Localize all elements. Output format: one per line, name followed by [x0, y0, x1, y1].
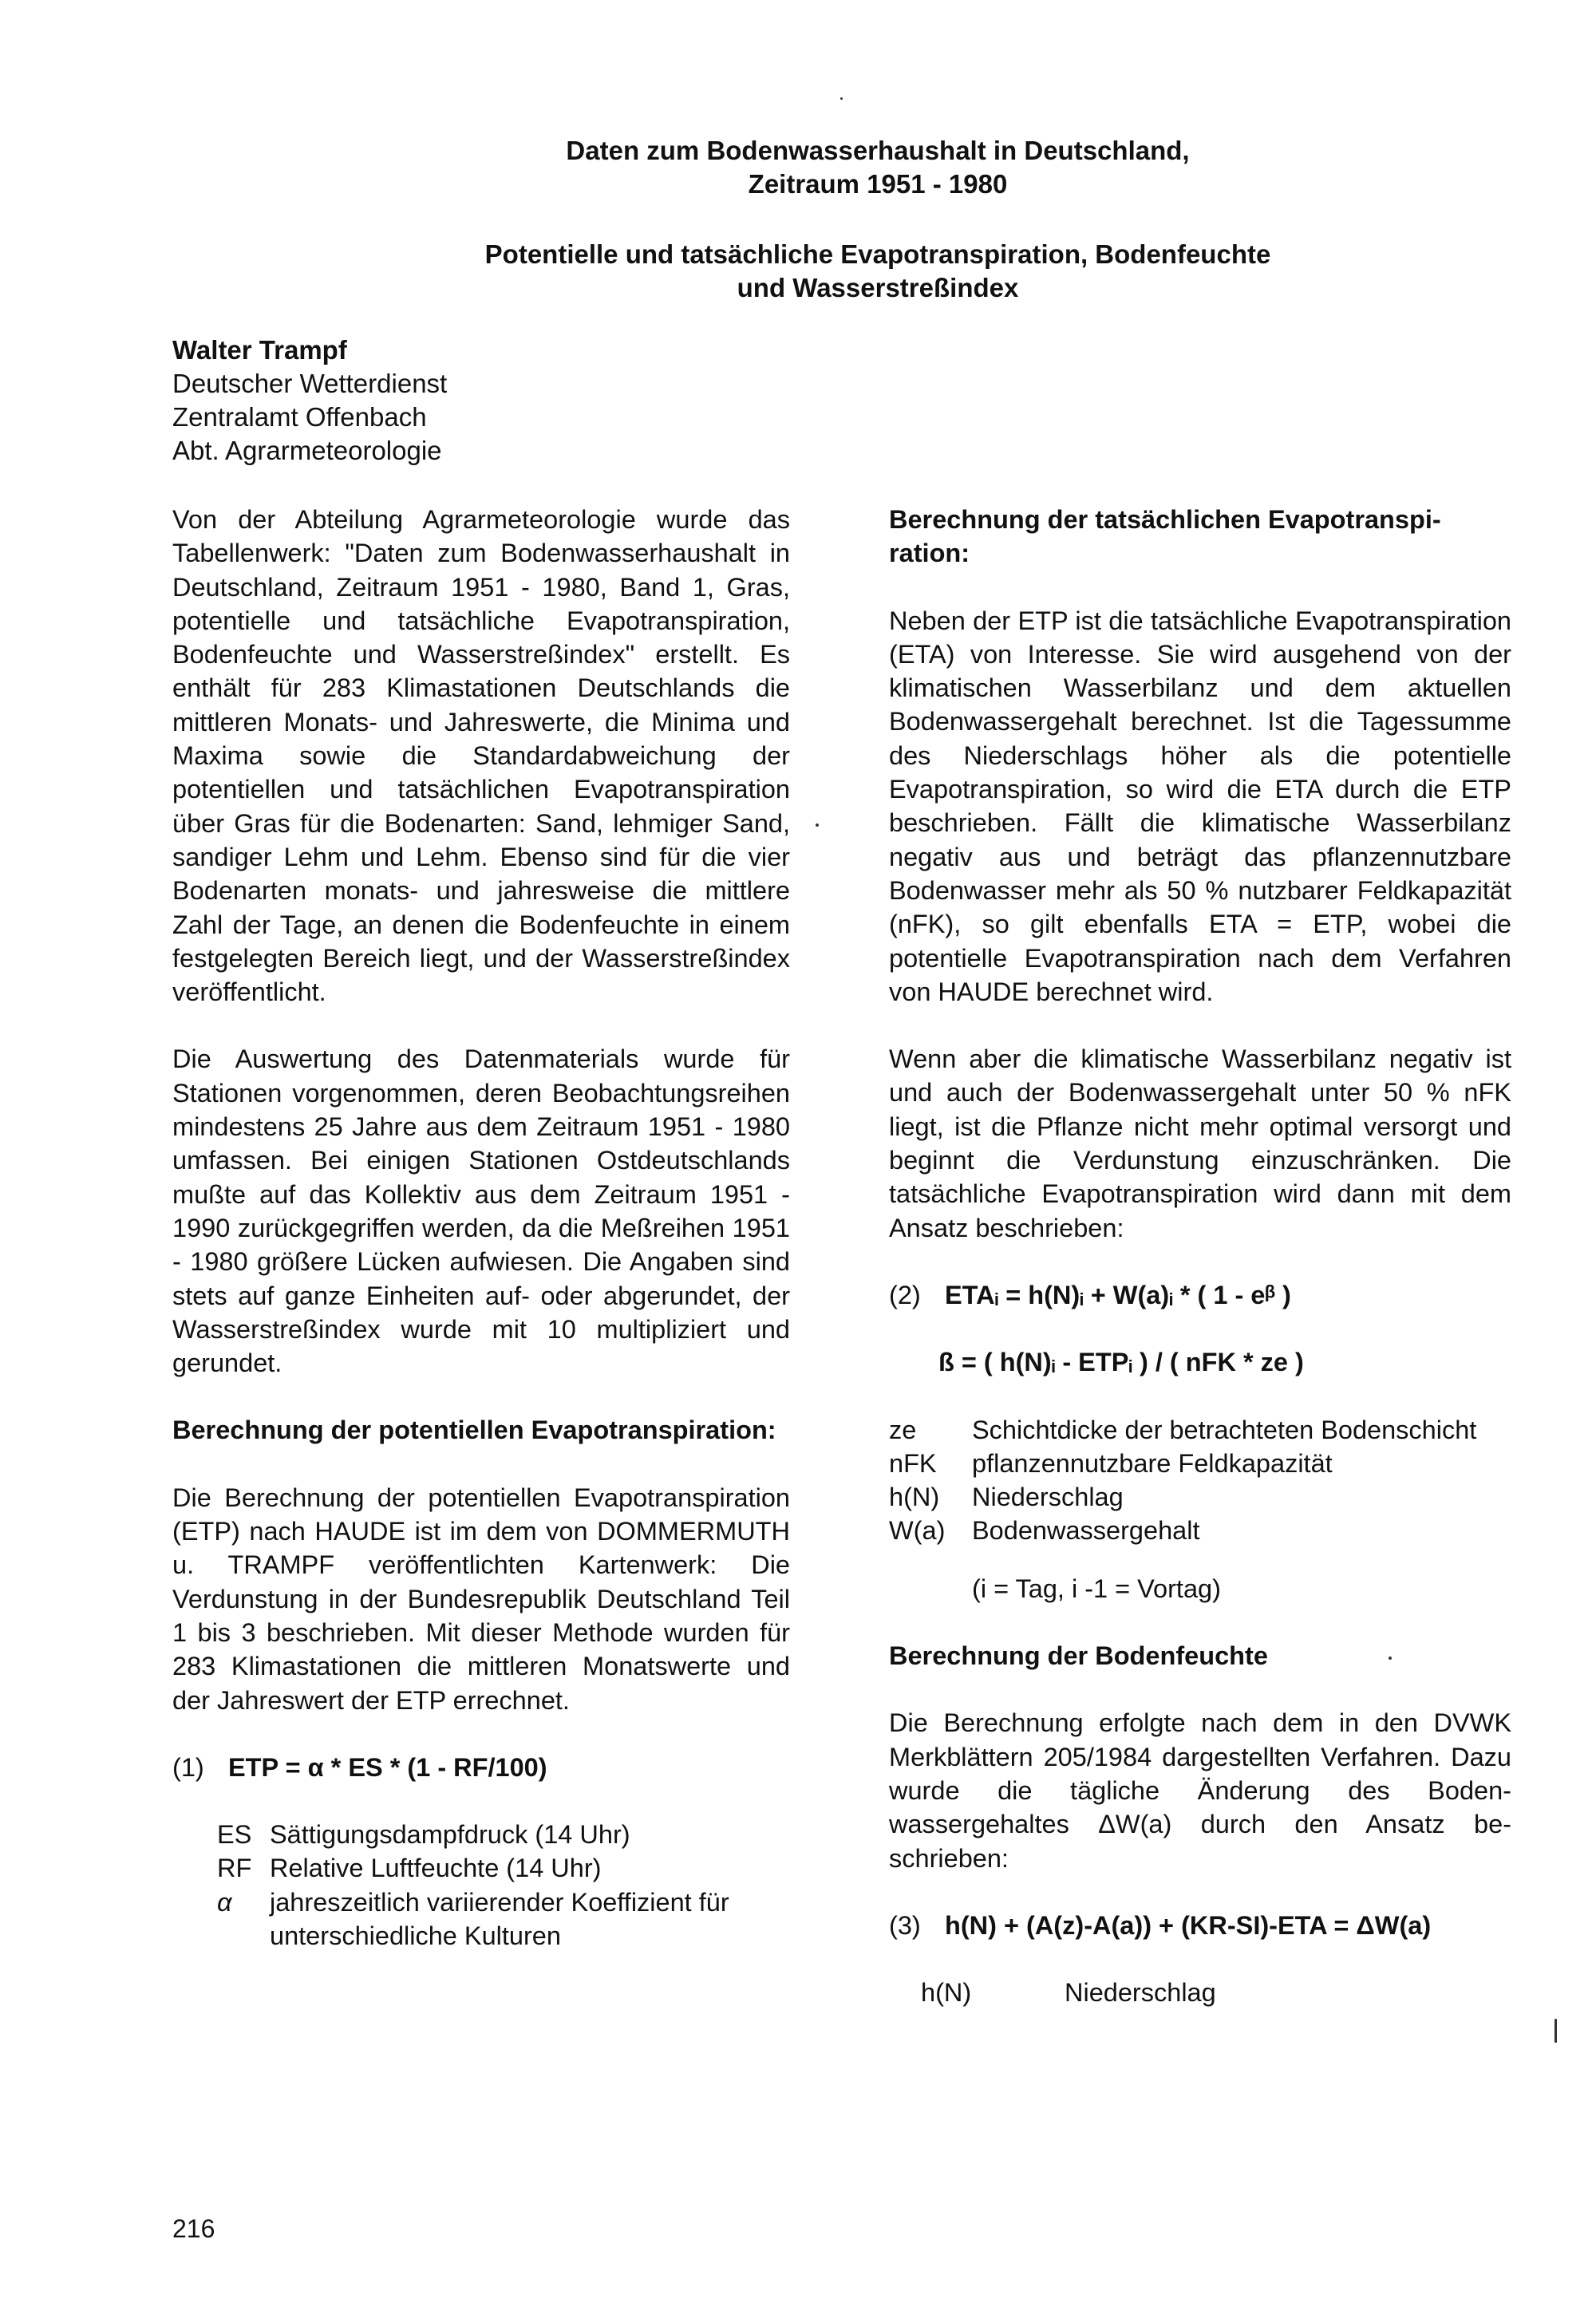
legend-symbol: ze	[889, 1415, 917, 1444]
formula-1-legend	[172, 1818, 790, 1953]
water-stress-paragraph: Wenn aber die klimatische Wasserbilanz negativ ist und auch der Bodenwassergehalt unter 50 % nFK liegt, ist die Pflanze nicht mehr optimal versorgt und beginnt die Verdunstung einzuschränken. Die tatsächliche Evapotranspiration wird dann mit dem Ansatz beschrieben:	[889, 1045, 1511, 1242]
scan-speck	[816, 823, 819, 827]
title-line-2: Zeitraum 1951 - 1980	[748, 169, 1008, 199]
legend-symbol: h(N)	[921, 1978, 972, 2008]
author-organization: Deutscher Wetterdienst	[172, 369, 448, 398]
index-note: (i = Tag, i -1 = Vortag)	[972, 1574, 1221, 1603]
formula-2	[889, 1278, 1511, 1312]
heading-potential-evapotranspiration: Berechnung der potentiellen Evapotranspiration:	[172, 1416, 776, 1445]
soil-moisture-paragraph: Die Berechnung erfolgte nach dem in den DVWK Merkblättern 205/1984 dargestellten Verfahren. Dazu wurde die tägliche Änderung des Bodenwassergehaltes ΔW(a) durch den Ansatz beschrieben:	[889, 1708, 1511, 1873]
formula-1-expression: ETP = α * ES * (1 - RF/100)	[228, 1752, 547, 1782]
legend-symbol: α	[217, 1887, 232, 1917]
title-line-1: Daten zum Bodenwasserhaushalt in Deutschland,	[566, 136, 1190, 165]
formula-2-legend	[889, 1413, 1511, 1548]
legend-description: pflanzennutzbare Feldkapazität	[972, 1448, 1333, 1478]
actual-eta-paragraph: Neben der ETP ist die tatsächliche Evapotranspiration (ETA) von Interesse. Sie wird ausgehend von der klimatischen Wasserbilanz und dem aktuellen Bodenwassergehalt berechnet. Ist die Tagessumme des Niederschlags höher als die potentielle Evapotranspiration, so wird die ETA durch die ETP beschrieben. Fällt die klimatische Wasserbilanz negativ aus und beträgt das pflanzennutzbare Bodenwasser mehr als 50 % nutzbarer Feldkapazität (nFK), so gilt ebenfalls ETA = ETP, wobei die potentielle Evapotranspiration nach dem Verfahren von HAUDE berechnet wird.	[889, 606, 1511, 1006]
legend-description: Relative Luftfeuchte (14 Uhr)	[270, 1854, 602, 1883]
intro-paragraph: Von der Abteilung Agrarmeteorologie wurde das Tabellenwerk: "Daten zum Bodenwasserhaushalt in Deutschland, Zeitraum 1951 - 1980, Band 1, Gras, potentielle und tatsächliche Evapotranspiration, Bodenfeuchte und Wasserstreßindex" erstellt. Es enthält für 283 Klimastationen Deutschlands die mittleren Monats- und Jahreswerte, die Minima und Maxima sowie die Standardabweichung der potentiellen und tatsächlichen Evapotranspiration über Gras für die Bodenarten: Sand, lehmiger Sand, sandiger Lehm und Lehm. Ebenso sind für die vier Bodenarten monats- und jahresweise die mittlere Zahl der Tage, an denen die Bodenfeuchte in einem festgelegten Bereich liegt, und der Wasserstreßindex veröffentlicht.	[172, 505, 790, 1007]
left-column	[172, 503, 790, 1976]
formula-2-expression: ETAᵢ = h(N)ᵢ + W(a)ᵢ * ( 1 - eᵝ )	[945, 1280, 1291, 1309]
author-department: Abt. Agrarmeteorologie	[172, 436, 442, 465]
formula-3	[889, 1909, 1511, 1942]
legend-symbol: nFK	[889, 1448, 937, 1478]
legend-row	[889, 1514, 1511, 1547]
legend-description: Schichtdicke der betrachteten Bodenschicht	[972, 1415, 1477, 1444]
legend-symbol: h(N)	[889, 1483, 940, 1512]
subtitle-line-2: und Wasserstreßindex	[737, 273, 1019, 302]
legend-symbol: RF	[217, 1854, 252, 1883]
formula-1	[172, 1751, 790, 1784]
right-column	[889, 503, 1511, 2009]
page-number: 216	[172, 2214, 215, 2243]
formula-3-expression: h(N) + (A(z)-A(a)) + (KR-SI)-ETA = ΔW(a)	[945, 1910, 1432, 1940]
legend-symbol: W(a)	[889, 1516, 946, 1546]
legend-row	[889, 1480, 1511, 1514]
scan-mark	[1555, 2019, 1557, 2043]
scan-speck	[1389, 1657, 1392, 1660]
legend-description: Niederschlag	[972, 1483, 1124, 1512]
formula-2-number: (2)	[889, 1280, 921, 1309]
legend-row	[889, 1413, 1511, 1447]
formula-1-number: (1)	[172, 1752, 204, 1782]
evaluation-paragraph: Die Auswertung des Datenmaterials wurde für Stationen vorgenommen, deren Beobachtungsreihen mindestens 25 Jahre aus dem Zeitraum 1951 - 1980 umfassen. Bei einigen Stationen Ostdeutschlands mußte auf das Kollektiv aus dem Zeitraum 1951 - 1990 zurückgegriffen werden, da die Meßreihen 1951 - 1980 größere Lücken aufwiesen. Die Angaben sind stets auf ganze Einheiten auf- oder abgerundet, der Wasserstreßindex wurde mit 10 multipliziert und gerundet.	[172, 1045, 790, 1378]
document-subtitle	[399, 238, 1357, 305]
subtitle-line-1: Potentielle und tatsächliche Evapotranspiration, Bodenfeuchte	[484, 239, 1271, 269]
legend-row	[172, 1851, 790, 1885]
legend-row	[172, 1886, 790, 1953]
author-block	[172, 334, 619, 468]
formula-3-legend-row	[889, 1976, 1511, 2009]
heading-actual-evapotranspiration: Berechnung der tatsächlichen Evapotranspiration:	[889, 505, 1441, 568]
formula-3-number: (3)	[889, 1910, 921, 1940]
legend-description: Bodenwassergehalt	[972, 1516, 1200, 1546]
legend-row	[889, 1447, 1511, 1480]
legend-description: jahreszeitlich variierender Koeffizient für unterschiedliche Kulturen	[270, 1887, 729, 1950]
legend-description: Niederschlag	[1065, 1978, 1216, 2008]
legend-symbol: ES	[217, 1820, 252, 1850]
scan-speck	[840, 97, 843, 100]
formula-2-beta: ß = ( h(N)ᵢ - ETPᵢ ) / ( nFK * ze )	[938, 1348, 1304, 1377]
legend-row	[172, 1818, 790, 1851]
author-name: Walter Trampf	[172, 335, 347, 365]
potential-etp-paragraph: Die Berechnung der potentiellen Evapotranspiration (ETP) nach HAUDE ist im dem von DOMMERMUTH u. TRAMPF veröffentlichten Kartenwerk: Die Verdunstung in der Bundesrepublik Deutschland Teil 1 bis 3 beschrieben. Mit dieser Methode wurden für 283 Klimastationen die mittleren Monatswerte und der Jahreswert der ETP errechnet.	[172, 1483, 790, 1715]
author-office: Zentralamt Offenbach	[172, 402, 427, 432]
legend-description: Sättigungsdampfdruck (14 Uhr)	[270, 1820, 630, 1850]
heading-soil-moisture: Berechnung der Bodenfeuchte	[889, 1641, 1268, 1671]
document-title	[431, 134, 1325, 201]
